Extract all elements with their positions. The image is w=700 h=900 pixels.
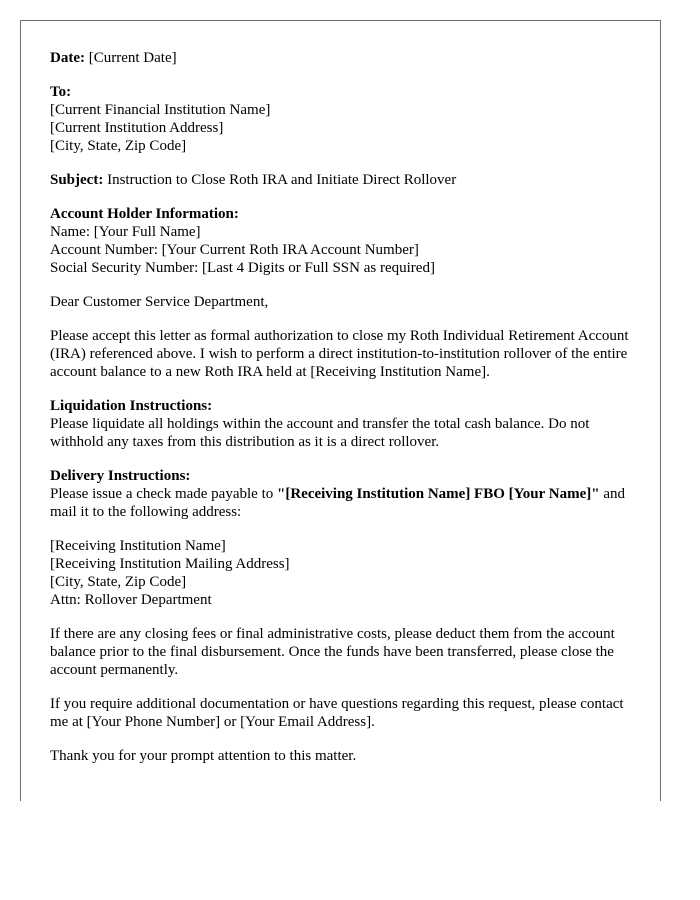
subject-line — [50, 171, 632, 189]
account-holder-name: Name: [Your Full Name] — [50, 224, 201, 240]
address-line: [Receiving Institution Name] — [50, 538, 226, 554]
date-line — [50, 49, 632, 67]
intro-paragraph: Please accept this letter as formal authorization to close my Roth Individual Retirement Account (IRA) referenced above. I wish to perform a direct institution-to-institution rollover of the entire account balance to a new Roth IRA held at [Receiving Institution Name]. — [50, 328, 629, 380]
delivery-heading: Delivery Instructions: — [50, 468, 191, 484]
date-label: Date: — [50, 50, 85, 66]
recipient-line: [Current Institution Address] — [50, 120, 224, 136]
address-line: [Receiving Institution Mailing Address] — [50, 556, 290, 572]
account-holder-heading: Account Holder Information: — [50, 206, 239, 222]
letter-page — [20, 20, 661, 801]
account-holder-number: Account Number: [Your Current Roth IRA Account Number] — [50, 242, 419, 258]
liquidation-block — [50, 397, 632, 451]
address-line: Attn: Rollover Department — [50, 592, 212, 608]
account-holder-ssn: Social Security Number: [Last 4 Digits or Full SSN as required] — [50, 260, 435, 276]
liquidation-body: Please liquidate all holdings within the account and transfer the total cash balance. Do not withhold any taxes from this distribution as it is a direct rollover. — [50, 416, 590, 450]
liquidation-heading: Liquidation Instructions: — [50, 398, 213, 414]
recipient-line: [Current Financial Institution Name] — [50, 102, 271, 118]
date-value: [Current Date] — [88, 50, 177, 66]
subject-label: Subject: — [50, 172, 104, 188]
salutation: Dear Customer Service Department, — [50, 294, 269, 310]
mailing-address-block — [50, 537, 632, 609]
delivery-payee: "[Receiving Institution Name] FBO [Your Name]" — [277, 486, 600, 502]
address-line: [City, State, Zip Code] — [50, 574, 187, 590]
delivery-block — [50, 467, 632, 521]
subject-value: Instruction to Close Roth IRA and Initiate Direct Rollover — [107, 172, 457, 188]
delivery-body-after: and mail it to the following address: — [50, 486, 626, 520]
recipient-line: [City, State, Zip Code] — [50, 138, 187, 154]
to-label: To: — [50, 84, 72, 100]
account-holder-block — [50, 205, 632, 277]
delivery-body-before: Please issue a check made payable to — [50, 486, 277, 502]
fees-paragraph: If there are any closing fees or final administrative costs, please deduct them from the account balance prior to the final disbursement. Once the funds have been transferred, please close the account permanently. — [50, 626, 615, 678]
contact-paragraph: If you require additional documentation or have questions regarding this request, please contact me at [Your Phone Number] or [Your Email Address]. — [50, 696, 624, 730]
recipient-block — [50, 83, 632, 155]
closing-paragraph: Thank you for your prompt attention to this matter. — [50, 748, 357, 764]
